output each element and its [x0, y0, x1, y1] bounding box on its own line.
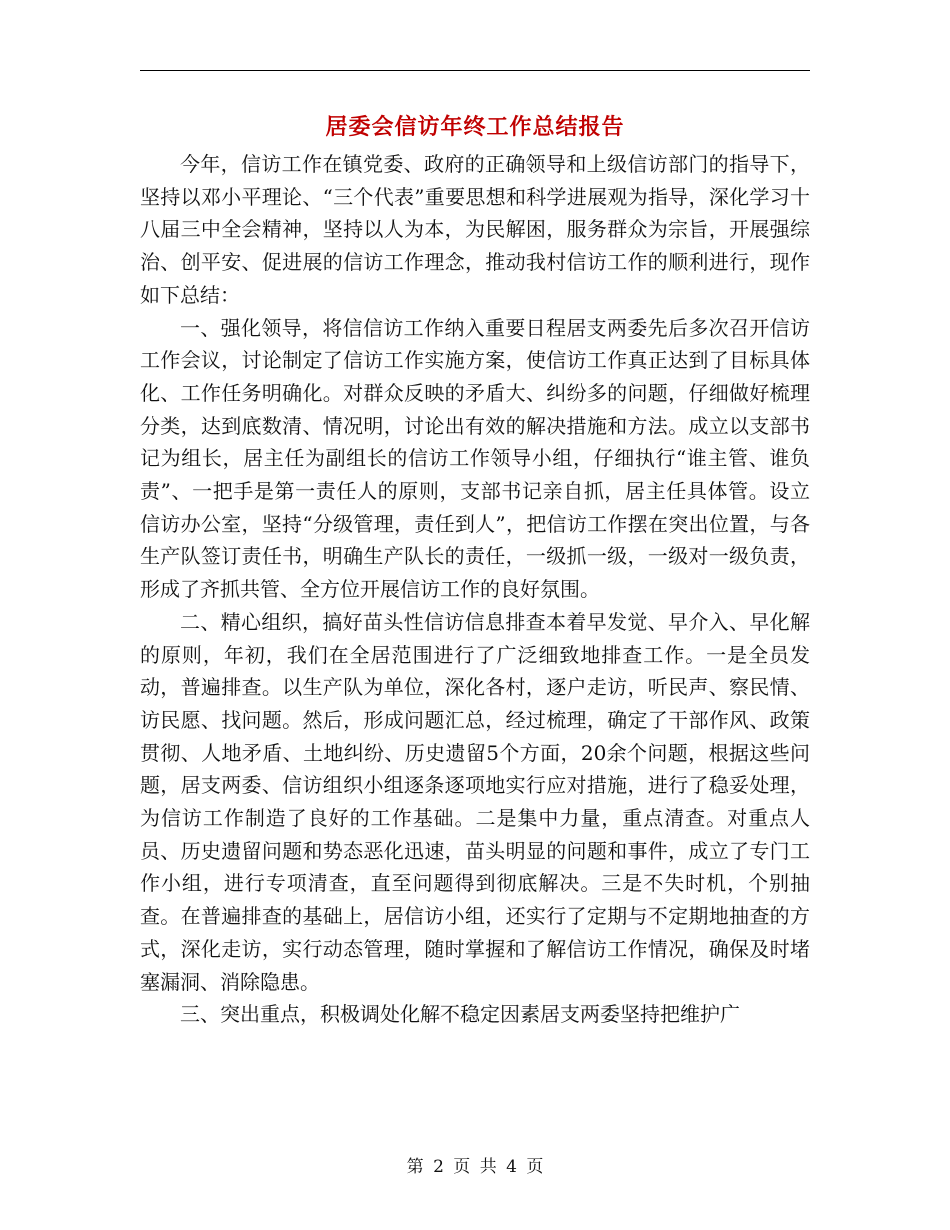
- document-body: [140, 148, 810, 1031]
- header-rule: [140, 70, 810, 71]
- document-title: 居委会信访年终工作总结报告: [325, 114, 625, 140]
- section-2-paragraph: 二、精心组织，搞好苗头性信访信息排查本着早发觉、早介入、早化解的原则，年初，我们在全居范围进行了广泛细致地排查工作。一是全员发动，普遍排查。以生产队为单位，深化各村，逐户走访，听民声、察民情、访民愿、找问题。然后，形成问题汇总，经过梳理，确定了干部作风、政策贯彻、人地矛盾、土地纠纷、历史遗留5个方面，20余个问题，根据这些问题，居支两委、信访组织小组逐条逐项地实行应对措施，进行了稳妥处理，为信访工作制造了良好的工作基础。二是集中力量，重点清查。对重点人员、历史遗留问题和势态恶化迅速，苗头明显的问题和事件，成立了专门工作小组，进行专项清查，直至问题得到彻底解决。三是不失时机，个别抽查。在普遍排查的基础上，居信访小组，还实行了定期与不定期地抽查的方式，深化走访，实行动态管理，随时掌握和了解信访工作情况，确保及时堵塞漏洞、消除隐患。: [140, 609, 810, 994]
- section-3-paragraph: 三、突出重点，积极调处化解不稳定因素居支两委坚持把维护广: [180, 1002, 740, 1027]
- page-number-footer: 第 2 页 共 4 页: [406, 1157, 544, 1177]
- intro-paragraph: 今年，信访工作在镇党委、政府的正确领导和上级信访部门的指导下，坚持以邓小平理论、“三个代表”重要思想和科学进展观为指导，深化学习十八届三中全会精神，坚持以人为本，为民解困，服务群众为宗旨，开展强综治、创平安、促进展的信访工作理念，推动我村信访工作的顺利进行，现作如下总结：: [140, 152, 810, 307]
- section-1-paragraph: 一、强化领导，将信信访工作纳入重要日程居支两委先后多次召开信访工作会议，讨论制定了信访工作实施方案，使信访工作真正达到了目标具体化、工作任务明确化。对群众反映的矛盾大、纠纷多的问题，仔细做好梳理分类，达到底数清、情况明，讨论出有效的解决措施和方法。成立以支部书记为组长，居主任为副组长的信访工作领导小组，仔细执行“谁主管、谁负责”、一把手是第一责任人的原则，支部书记亲自抓，居主任具体管。设立信访办公室，坚持“分级管理，责任到人”，把信访工作摆在突出位置，与各生产队签订责任书，明确生产队长的责任，一级抓一级，一级对一级负责，形成了齐抓共管、全方位开展信访工作的良好氛围。: [140, 315, 810, 602]
